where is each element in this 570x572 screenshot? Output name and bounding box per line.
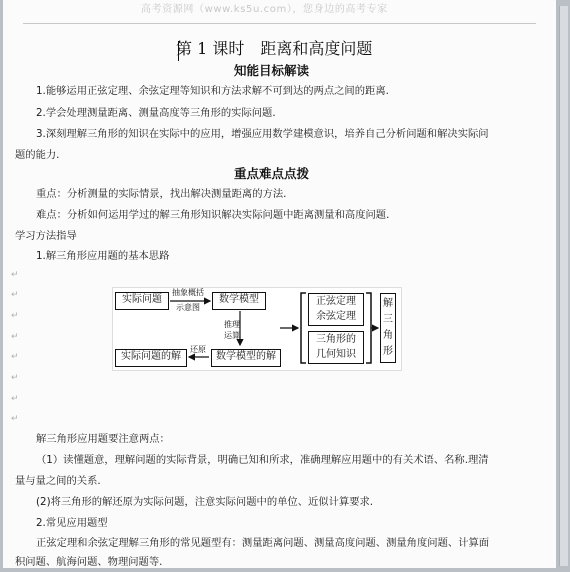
- paragraph-mark: ↵: [11, 332, 19, 342]
- header-rule: [23, 23, 536, 24]
- question-types: 正弦定理和余弦定理解三角形的常见题型有：测量距离问题、测量高度问题、测量角度问题、计算面: [36, 537, 490, 549]
- paragraph-mark: ↵: [11, 311, 19, 321]
- paragraph-mark: ↵: [11, 373, 19, 383]
- vertical-scrollbar[interactable]: [559, 6, 568, 566]
- label-reason: 推理: [224, 320, 240, 329]
- difficulty: 难点：分析如何运用学过的解三角形知识解决实际问题中距离测量和高度问题.: [36, 209, 390, 221]
- cosine-law: 余弦定理: [316, 311, 356, 322]
- triangle-geo-line2: 几何知识: [316, 349, 356, 360]
- box-solve-triangle: [380, 293, 396, 363]
- objective-2: 2.学会处理测量距离、测量高度等三角形的实际问题.: [36, 107, 276, 119]
- question-types-cont: 积问题、航海问题、物理问题等.: [15, 556, 163, 568]
- page-title: 第 1 课时 距离和高度问题: [176, 39, 373, 58]
- paragraph-mark: ↵: [11, 290, 19, 300]
- subheading-question-types: 2.常见应用题型: [36, 517, 108, 529]
- page-header: 高考资源网（www.ks5u.com），您身边的高考专家: [141, 4, 388, 15]
- subheading-basic-approach: 1.解三角形应用题的基本思路: [36, 250, 170, 262]
- label-compute: 运算: [224, 331, 240, 340]
- box-triangle-geometry: [308, 331, 364, 364]
- paragraph-mark: ↵: [11, 394, 19, 404]
- paragraph-mark: ↵: [11, 352, 19, 362]
- solve-char-4: 形: [383, 346, 393, 357]
- label-diagram: 示意图: [176, 303, 200, 312]
- triangle-geo-line1: 三角形的: [316, 334, 356, 345]
- paragraph-mark: ↵: [11, 270, 19, 280]
- objective-3-cont: 题的能力.: [15, 149, 60, 161]
- objective-3: 3.深刻理解三角形的知识在实际中的应用，增强应用数学建模意识，培养自己分析问题和解决实际问: [36, 128, 489, 140]
- flow-diagram: [112, 287, 402, 371]
- section-heading-key-points: 重点难点点拨: [234, 166, 310, 181]
- solve-char-1: 解: [383, 298, 393, 309]
- study-guide: 学习方法指导: [15, 230, 77, 242]
- box-laws: [308, 293, 364, 326]
- paragraph-mark: ↵: [11, 414, 19, 424]
- document-page: [3, 0, 556, 568]
- attention-point-2: (2)将三角形的解还原为实际问题，注意实际问题中的单位、近似计算要求.: [36, 496, 374, 508]
- objective-1: 1.能够运用正弦定理、余弦定理等知识和方法求解不可到达的两点之间的距离.: [36, 85, 389, 97]
- box-actual-problem: 实际问题: [115, 292, 169, 310]
- label-abstract: 抽象概括: [172, 288, 204, 297]
- box-math-model: 数学模型: [212, 292, 266, 310]
- label-restore: 还原: [190, 345, 206, 354]
- attention-point-1-cont: 量与量之间的关系.: [15, 475, 101, 487]
- box-actual-solution: 实际问题的解: [115, 349, 187, 367]
- solve-char-2: 三: [383, 314, 393, 325]
- key-point: 重点：分析测量的实际情景，找出解决测量距离的方法.: [36, 188, 287, 200]
- attention-point-1: （1）读懂题意，理解问题的实际背景，明确已知和所求，准确理解应用题中的有关术语、名称.理清: [36, 454, 489, 466]
- solve-char-3: 角: [383, 330, 393, 341]
- attention-intro: 解三角形应用题要注意两点：: [36, 433, 170, 445]
- sine-law: 正弦定理: [316, 296, 356, 307]
- section-heading-objectives: 知能目标解读: [234, 63, 310, 78]
- box-model-solution: 数学模型的解: [211, 349, 281, 367]
